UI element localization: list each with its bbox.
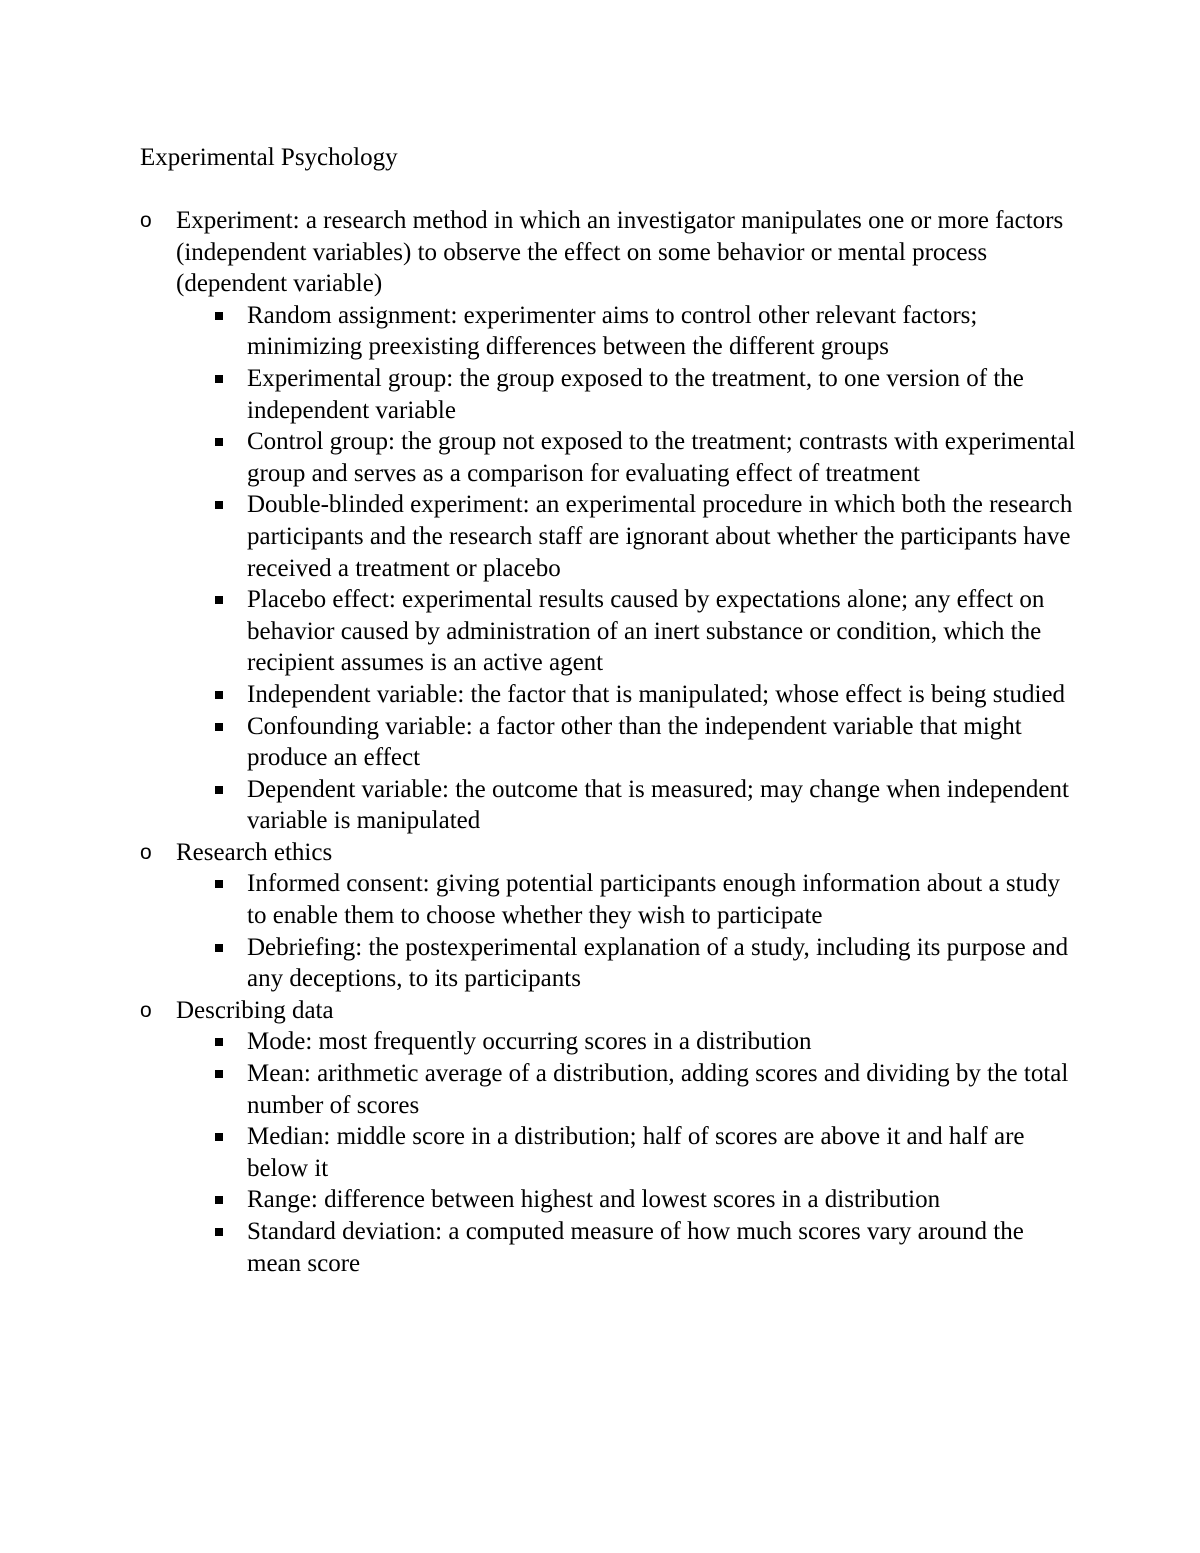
list-item-text: Standard deviation: a computed measure of how much scores vary around the mean score <box>247 1218 1024 1277</box>
sub-list <box>176 300 1080 837</box>
square-bullet-icon <box>215 312 223 320</box>
list-item <box>247 1026 1080 1058</box>
square-bullet-icon <box>215 880 223 888</box>
list-item-text: Independent variable: the factor that is manipulated; whose effect is being studied <box>247 680 1066 708</box>
list-item <box>247 426 1080 489</box>
square-bullet-icon <box>215 1070 223 1078</box>
section-heading: Research ethics <box>176 838 333 866</box>
sub-list <box>176 868 1080 994</box>
list-item <box>247 300 1080 363</box>
list-item-text: Dependent variable: the outcome that is measured; may change when independent variable is manipulated <box>247 775 1069 835</box>
square-bullet-icon <box>215 1038 223 1046</box>
square-bullet-icon <box>215 944 223 952</box>
section-heading: Experiment: a research method in which an investigator manipulates one or more factors (independent variables) to observe the effect on some behavior or mental process (dependent variable) <box>176 207 1064 298</box>
list-item-text: Random assignment: experimenter aims to control other relevant factors; minimizing preexisting differences between the different groups <box>247 301 978 361</box>
square-bullet-icon <box>215 375 223 383</box>
section-experiment <box>140 205 1080 837</box>
square-bullet-icon <box>215 501 223 509</box>
square-bullet-icon <box>215 596 223 604</box>
list-item <box>247 774 1080 837</box>
hollow-circle-bullet-icon: o <box>140 209 152 232</box>
list-item-text: Mode: most frequently occurring scores in a distribution <box>247 1028 812 1056</box>
list-item <box>247 1184 1080 1216</box>
section-describing-data <box>140 995 1080 1279</box>
list-item-text: Informed consent: giving potential participants enough information about a study to enable them to choose whether they wish to participate <box>247 870 1061 930</box>
section-research-ethics <box>140 837 1080 995</box>
list-item-text: Confounding variable: a factor other than the independent variable that might produce an effect <box>247 712 1022 772</box>
square-bullet-icon <box>215 438 223 446</box>
list-item-text: Double-blinded experiment: an experimental procedure in which both the research participants and the research staff are ignorant about whether the participants have received a treatment or placebo <box>247 491 1073 582</box>
sub-list <box>176 1026 1080 1279</box>
list-item <box>247 584 1080 679</box>
square-bullet-icon <box>215 1196 223 1204</box>
outline-list <box>140 205 1080 1279</box>
list-item <box>247 868 1080 931</box>
list-item-text: Range: difference between highest and lowest scores in a distribution <box>247 1186 941 1214</box>
list-item <box>247 363 1080 426</box>
list-item <box>247 679 1080 711</box>
list-item <box>247 711 1080 774</box>
list-item <box>247 1121 1080 1184</box>
square-bullet-icon <box>215 723 223 731</box>
list-item-text: Experimental group: the group exposed to the treatment, to one version of the independent variable <box>247 364 1024 424</box>
square-bullet-icon <box>215 1228 223 1236</box>
hollow-circle-bullet-icon: o <box>140 840 152 864</box>
list-item-text: Control group: the group not exposed to the treatment; contrasts with experimental group and serves as a comparison for evaluating effect of treatment <box>247 428 1076 487</box>
square-bullet-icon <box>215 1133 223 1141</box>
square-bullet-icon <box>215 786 223 794</box>
list-item-text: Mean: arithmetic average of a distribution, adding scores and dividing by the total number of scores <box>247 1060 1069 1119</box>
square-bullet-icon <box>215 691 223 699</box>
list-item <box>247 932 1080 995</box>
list-item-text: Debriefing: the postexperimental explanation of a study, including its purpose and any deceptions, to its participants <box>247 933 1069 993</box>
list-item <box>247 1058 1080 1121</box>
list-item-text: Placebo effect: experimental results caused by expectations alone; any effect on behavior caused by administration of an inert substance or condition, which the recipient assumes is an active agent <box>247 586 1045 677</box>
hollow-circle-bullet-icon: o <box>140 998 152 1022</box>
section-heading: Describing data <box>176 996 334 1024</box>
list-item <box>247 489 1080 584</box>
document-title: Experimental Psychology <box>140 144 398 171</box>
list-item-text: Median: middle score in a distribution; half of scores are above it and half are below it <box>247 1123 1025 1182</box>
list-item <box>247 1216 1080 1279</box>
